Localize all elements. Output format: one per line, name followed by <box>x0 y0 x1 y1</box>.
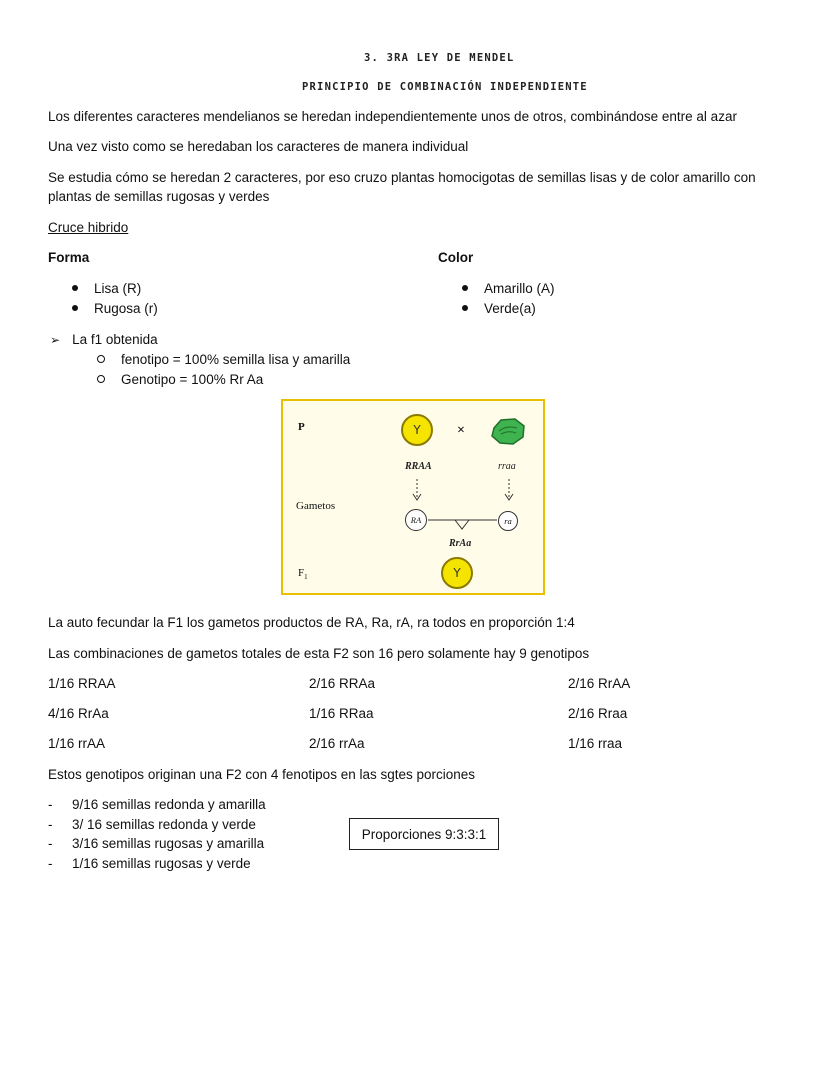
page-title: 3. 3RA LEY DE MENDEL <box>364 52 515 64</box>
proportions-box <box>349 818 499 850</box>
parent1-genotype: RRAA <box>405 461 432 472</box>
page-subtitle: PRINCIPIO DE COMBINACIÓN INDEPENDIENTE <box>302 81 588 93</box>
paragraph-3-line-1: Se estudia cómo se heredan 2 caracteres, por eso cruzo plantas homocigotas de semillas lisas y de color amarillo con <box>48 170 756 185</box>
genotype-cell: 2/16 RRAa <box>309 676 376 691</box>
list-item: Amarillo (A) <box>462 281 555 296</box>
parent2-genotype: rraa <box>498 461 516 472</box>
proportions-text: Proporciones 9:3:3:1 <box>361 826 487 842</box>
bullet-icon <box>72 305 78 311</box>
paragraph-3-line-2: plantas de semillas rugosas y verdes <box>48 189 270 204</box>
cross-symbol: × <box>457 423 465 438</box>
circle-bullet-icon <box>97 375 105 383</box>
color-heading: Color <box>438 250 474 265</box>
list-item: Verde(a) <box>462 301 536 316</box>
yellow-seed-icon: Y <box>441 557 473 589</box>
genotype-cell: 1/16 rrAA <box>48 736 106 751</box>
cross-diagram <box>281 399 545 595</box>
list-item: - 1/16 semillas rugosas y verde <box>48 856 251 871</box>
diagram-row-p: P <box>298 421 305 433</box>
phenotypes-intro: Estos genotipos originan una F2 con 4 fenotipos en las sgtes porciones <box>48 767 476 782</box>
list-item: - 3/16 semillas rugosas y amarilla <box>48 836 265 851</box>
gamete-ra-recessive: ra <box>498 511 518 531</box>
genotype-cell: 2/16 Rraa <box>568 706 628 721</box>
bullet-icon <box>462 305 468 311</box>
genotype-cell: 1/16 rraa <box>568 736 623 751</box>
genotype-cell: 1/16 RRAA <box>48 676 116 691</box>
paragraph-2: Una vez visto como se heredaban los caracteres de manera individual <box>48 139 469 154</box>
yellow-seed-icon: Y <box>401 414 433 446</box>
list-item: fenotipo = 100% semilla lisa y amarilla <box>97 352 350 367</box>
f1-label: ➢ La f1 obtenida <box>50 332 158 347</box>
arrow-bullet-icon: ➢ <box>50 333 61 347</box>
bullet-icon <box>72 285 78 291</box>
offspring-genotype: RrAa <box>449 538 472 549</box>
genotype-cell: 1/16 RRaa <box>309 706 374 721</box>
genotype-cell: 2/16 RrAA <box>568 676 631 691</box>
genotype-cell: 2/16 rrAa <box>309 736 365 751</box>
list-item: Rugosa (r) <box>72 301 158 316</box>
forma-heading: Forma <box>48 250 90 265</box>
list-item: Lisa (R) <box>72 281 141 296</box>
list-item: - 9/16 semillas redonda y amarilla <box>48 797 266 812</box>
circle-bullet-icon <box>97 355 105 363</box>
combos-text: Las combinaciones de gametos totales de esta F2 son 16 pero solamente hay 9 genotipos <box>48 646 590 661</box>
diagram-row-f: $F_1$ <box>298 567 308 582</box>
list-item: Genotipo = 100% Rr Aa <box>97 372 263 387</box>
self-fert-text: La auto fecundar la F1 los gametos productos de RA, Ra, rA, ra todos en proporción 1:4 <box>48 615 575 630</box>
gamete-ra-dominant: RA <box>405 509 427 531</box>
list-item: - 3/ 16 semillas redonda y verde <box>48 817 256 832</box>
cross-heading: Cruce hibrido <box>48 220 129 235</box>
genotype-cell: 4/16 RrAa <box>48 706 109 721</box>
paragraph-1: Los diferentes caracteres mendelianos se heredan independientemente unos de otros, combinándose entre al azar <box>48 109 737 124</box>
diagram-arrows <box>283 401 547 597</box>
bullet-icon <box>462 285 468 291</box>
diagram-row-gametos: Gametos <box>296 500 336 512</box>
